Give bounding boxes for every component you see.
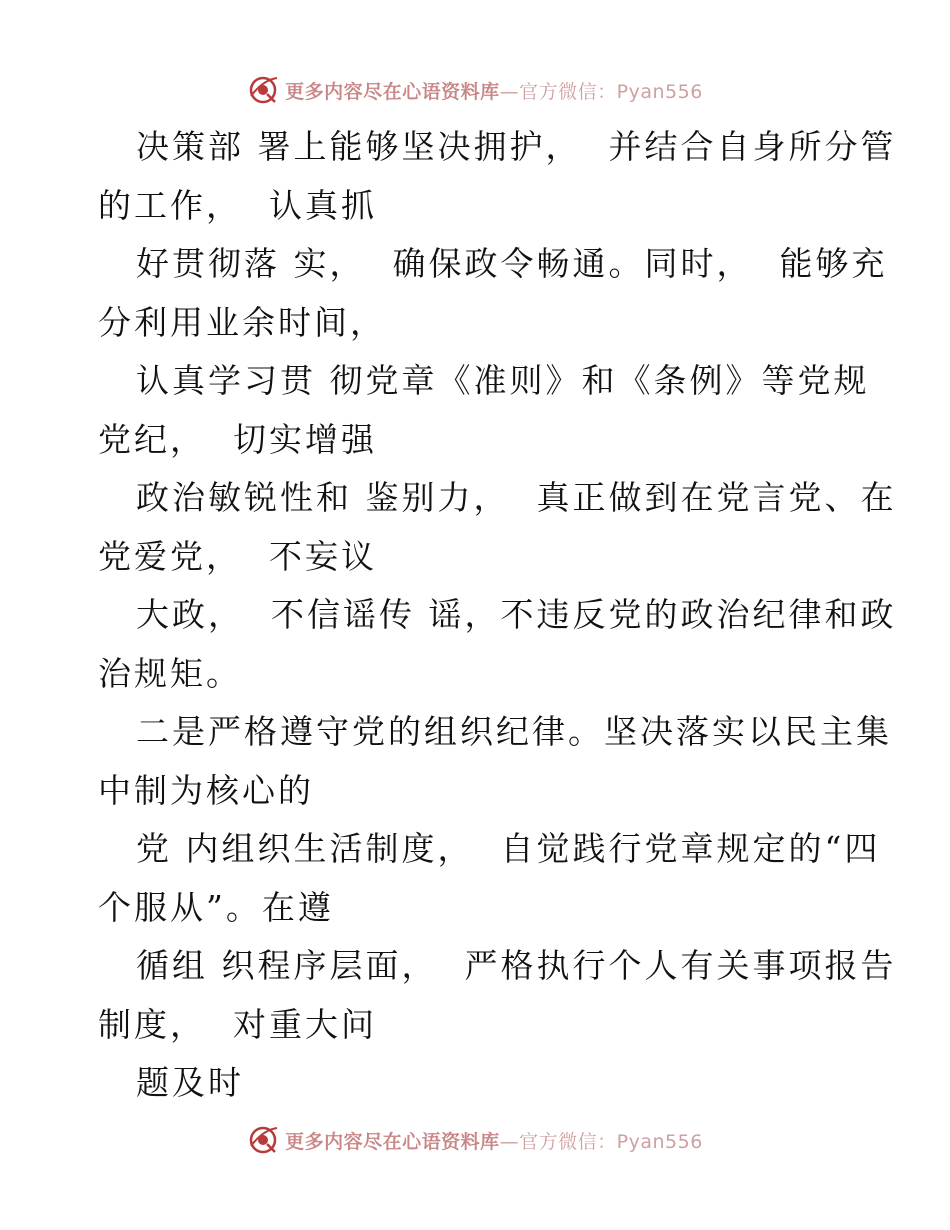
body-line: 中制为核心的 xyxy=(98,770,314,810)
body-line: 循组 织程序层面， 严格执行个人有关事项报告 xyxy=(136,946,897,985)
header-brand-sep: — xyxy=(499,80,520,103)
footer-brand-sep: — xyxy=(499,1130,520,1153)
header-brand-text xyxy=(285,77,703,104)
body-line: 认真学习贯 彻党章《准则》和《条例》等党规 xyxy=(136,361,870,400)
body-line: 大政， 不信谣传 谣，不违反党的政治纪律和政 xyxy=(136,595,897,634)
body-line: 二是严格遵守党的组织纪律。坚决落实以民主集 xyxy=(136,712,892,751)
document-body xyxy=(98,118,897,1113)
body-line: 好贯彻落 实， 确保政令畅通。同时， 能够充 xyxy=(136,244,888,283)
page-footer xyxy=(0,1120,950,1160)
footer-brand-main: 更多内容尽在心语资料库 xyxy=(285,1130,500,1153)
header-brand-main: 更多内容尽在心语资料库 xyxy=(285,80,500,103)
body-line: 题及时 xyxy=(136,1063,244,1102)
footer-brand xyxy=(247,1124,703,1156)
body-line: 政治敏锐性和 鉴别力， 真正做到在党言党、在 xyxy=(136,478,897,517)
body-line: 党爱党， 不妄议 xyxy=(98,536,377,576)
body-line: 党纪， 切实增强 xyxy=(98,419,377,459)
body-line: 分利用业余时间， xyxy=(98,302,386,342)
body-line: 治规矩。 xyxy=(98,653,242,693)
body-line: 党 内组织生活制度， 自觉践行党章规定的“四 xyxy=(136,829,881,868)
body-line: 个服从”。在遵 xyxy=(98,887,334,927)
footer-brand-text xyxy=(285,1127,703,1154)
logo-icon xyxy=(247,74,279,106)
header-brand xyxy=(247,74,703,106)
body-line: 的工作， 认真抓 xyxy=(98,185,377,225)
logo-icon xyxy=(247,1124,279,1156)
footer-brand-wechat: 官方微信：Pyan556 xyxy=(519,1130,703,1153)
header-brand-wechat: 官方微信：Pyan556 xyxy=(519,80,703,103)
body-line: 制度， 对重大问 xyxy=(98,1004,377,1044)
page-header xyxy=(0,70,950,110)
body-line: 决策部 署上能够坚决拥护， 并结合自身所分管 xyxy=(136,127,897,166)
